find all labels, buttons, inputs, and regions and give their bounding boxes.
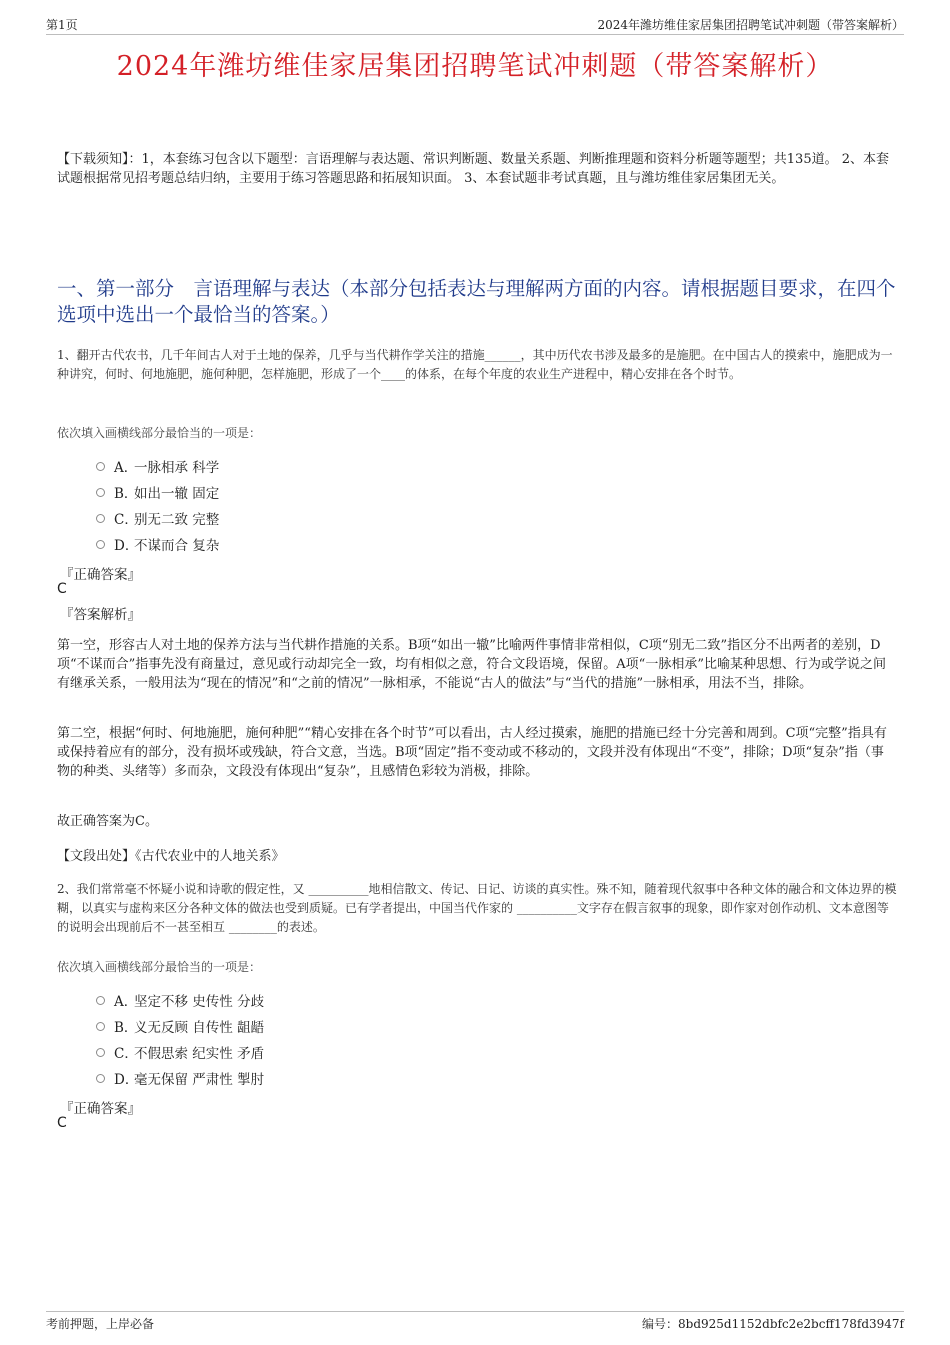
footer-doc-id: 编号：8bd925d1152dbfc2e2bcff178fd3947f: [642, 1317, 904, 1331]
option-c[interactable]: C． 别无二致 完整: [96, 505, 219, 531]
answer-value: C: [57, 1115, 67, 1131]
question-1-prompt: 依次填入画横线部分最恰当的一项是：: [57, 426, 262, 440]
answer-value: C: [57, 581, 67, 597]
question-2-text: 2、我们常常毫不怀疑小说和诗歌的假定性，又 __________地相信散文、传记、日记、访谈的真实性。殊不知，随着现代叙事中各种文体的融合和文体边界的模糊，以真实与虚构来区分各种文体的做法也受到质疑。已有学者提出，中国当代作家的 __________文字存在假言叙事的现象，即作家对创作动机、文本意图等的说明会出现前后不一甚至相互 ________的表述。: [57, 882, 897, 934]
option-b[interactable]: B． 如出一辙 固定: [96, 479, 219, 505]
analysis-label: 『答案解析』: [60, 607, 141, 623]
option-a[interactable]: A． 一脉相承 科学: [96, 453, 219, 479]
radio-icon[interactable]: [96, 540, 105, 549]
download-notice: 【下载须知】：1，本套练习包含以下题型：言语理解与表达题、常识判断题、数量关系题、判断推理题和资料分析题等题型；共135道。 2、本套试题根据常见招考题总结归纳，主要用于练习答题思路和拓展知识面。 3、本套试题非考试真题，且与潍坊维佳家居集团无关。: [57, 152, 889, 186]
question-1-text: 1、翻开古代农书，几千年间古人对于土地的保养，几乎与当代耕作学关注的措施______，其中历代农书涉及最多的是施肥。在中国古人的摸索中，施肥成为一种讲究，何时、何地施肥，施何种肥，怎样施肥，形成了一个____的体系，在每个年度的农业生产进程中，精心安排在各个时节。: [57, 348, 893, 381]
option-b[interactable]: B． 义无反顾 自传性 龃龉: [96, 1013, 264, 1039]
option-c[interactable]: C． 不假思索 纪实性 矛盾: [96, 1039, 264, 1065]
header-doc-title: 2024年潍坊维佳家居集团招聘笔试冲刺题（带答案解析）: [597, 18, 904, 32]
option-d[interactable]: D． 毫无保留 严肃性 掣肘: [96, 1065, 264, 1091]
option-a[interactable]: A． 坚定不移 史传性 分歧: [96, 987, 264, 1013]
page-footer: [46, 1311, 904, 1331]
radio-icon[interactable]: [96, 1048, 105, 1057]
question-1-options: [96, 453, 219, 557]
footer-slogan: 考前押题，上岸必备: [46, 1317, 155, 1331]
analysis-paragraph-1: 第一空，形容古人对土地的保养方法与当代耕作措施的关系。B项“如出一辙”比喻两件事情非常相似，C项“别无二致”指区分不出两者的差别，D项“不谋而合”指事先没有商量过，意见或行动却完全一致，均有相似之意，符合文段语境，保留。A项“一脉相承”比喻某种思想、行为或学说之间有继承关系，一般用法为“现在的情况”和“之前的情况”一脉相承，不能说“古人的做法”与“当代的措施”一脉相承，用法不当，排除。: [57, 638, 886, 691]
section-heading: 一、第一部分 言语理解与表达（本部分包括表达与理解两方面的内容。请根据题目要求，在四个选项中选出一个最恰当的答案。）: [57, 277, 896, 326]
radio-icon[interactable]: [96, 462, 105, 471]
page-title: 2024年潍坊维佳家居集团招聘笔试冲刺题（带答案解析）: [116, 51, 834, 82]
page-number: 第1页: [46, 18, 78, 32]
answer-label: 『正确答案』: [60, 1101, 141, 1117]
radio-icon[interactable]: [96, 488, 105, 497]
radio-icon[interactable]: [96, 1022, 105, 1031]
source-note: 【文段出处】《古代农业中的人地关系》: [57, 849, 285, 864]
question-2-options: [96, 987, 264, 1091]
analysis-conclusion: 故正确答案为C。: [57, 814, 158, 829]
page-header: [46, 14, 904, 35]
analysis-paragraph-2: 第二空，根据“何时、何地施肥，施何种肥”“精心安排在各个时节”可以看出，古人经过摸索，施肥的措施已经十分完善和周到。C项“完整”指具有或保持着应有的部分，没有损坏或残缺，符合文意，当选。B项“固定”指不变动或不移动的，文段并没有体现出“不变”，排除；D项“复杂”指（事物的种类、头绪等）多而杂，文段没有体现出“复杂”，且感情色彩较为消极，排除。: [57, 726, 887, 779]
option-d[interactable]: D． 不谋而合 复杂: [96, 531, 219, 557]
radio-icon[interactable]: [96, 514, 105, 523]
radio-icon[interactable]: [96, 1074, 105, 1083]
question-2-prompt: 依次填入画横线部分最恰当的一项是：: [57, 960, 262, 974]
radio-icon[interactable]: [96, 996, 105, 1005]
answer-label: 『正确答案』: [60, 567, 141, 583]
